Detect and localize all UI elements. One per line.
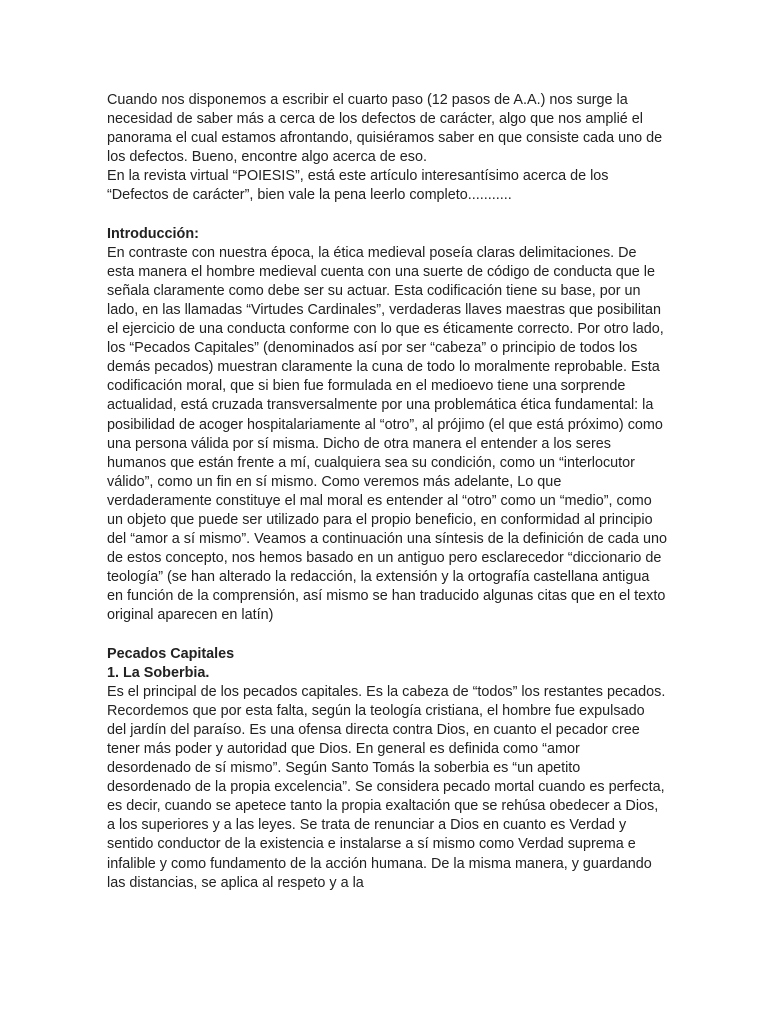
spacer	[107, 206, 667, 225]
introduccion-body: En contraste con nuestra época, la ética medieval poseía claras delimitaciones. De esta manera el hombre medieval cuenta con una suerte de código de conducta que le señala claramente como debe ser su actuar. Esta codificación tiene su base, por un lado, en las llamadas “Virtudes Cardinales”, verdaderas llaves maestras que posibilitan el ejercicio de una conducta conforme con lo que es éticamente correcto. Por otro lado, los “Pecados Capitales” (denominados así por ser “cabeza” o principio de todos los demás pecados) muestran claramente la cuna de todo lo moralmente reprobable. Esta codificación moral, que si bien fue formulada en el medioevo tiene una sorprende actualidad, está cruzada transversalmente por una problemática ética fundamental: la posibilidad de acoger hospitalariamente al “otro”, al prójimo (el que está próximo) como una persona válida por sí misma. Dicho de otra manera el entender a los seres humanos que están frente a mí, cualquiera sea su condición, como un “interlocutor válido”, como un fin en sí mismo. Como veremos más adelante, Lo que verdaderamente constituye el mal moral es entender al “otro” como un “medio”, como un objeto que puede ser utilizado para el propio beneficio, en conformidad al principio del “amor a sí mismo”. Veamos a continuación una síntesis de la definición de cada uno de estos concepto, nos hemos basado en un antiguo pero esclarecedor “diccionario de teología” (se han alterado la redacción, la extensión y la ortografía castellana antigua en función de la comprensión, así mismo se han traducido algunas citas que en el texto original aparecen en latín)	[107, 244, 667, 624]
soberbia-heading: 1. La Soberbia.	[107, 664, 210, 681]
introduccion-heading: Introducción:	[107, 225, 199, 242]
pecados-capitales-heading: Pecados Capitales	[107, 645, 235, 662]
document-page	[107, 91, 667, 893]
spacer	[107, 626, 667, 645]
soberbia-body: Es el principal de los pecados capitales. Es la cabeza de “todos” los restantes pecados. Recordemos que por esta falta, según la teología cristiana, el hombre fue expulsado del jardín del paraíso. Es una ofensa directa contra Dios, en cuanto el pecador cree tener más poder y autoridad que Dios. En general es definida como “amor desordenado de sí mismo”. Según Santo Tomás la soberbia es “un apetito desordenado de la propia excelencia”. Se considera pecado mortal cuando es perfecta, es decir, cuando se apetece tanto la propia exaltación que se rehúsa obedecer a Dios, a los superiores y a las leyes. Se trata de renunciar a Dios en cuanto es Verdad y sentido conductor de la existencia e instalarse a sí mismo como Verdad suprema e infalible y como fundamento de la acción humana. De la misma manera, y guardando las distancias, se aplica al respeto y a la	[107, 683, 666, 891]
poiesis-paragraph: En la revista virtual “POIESIS”, está este artículo interesantísimo acerca de los “Defectos de carácter”, bien vale la pena leerlo completo...........	[107, 168, 609, 204]
intro-paragraph: Cuando nos disponemos a escribir el cuarto paso (12 pasos de A.A.) nos surge la necesidad de saber más a cerca de los defectos de carácter, algo que nos amplié el panorama el cual estamos afrontando, quisiéramos saber en que consiste cada uno de los defectos. Bueno, encontre algo acerca de eso.	[107, 92, 663, 166]
